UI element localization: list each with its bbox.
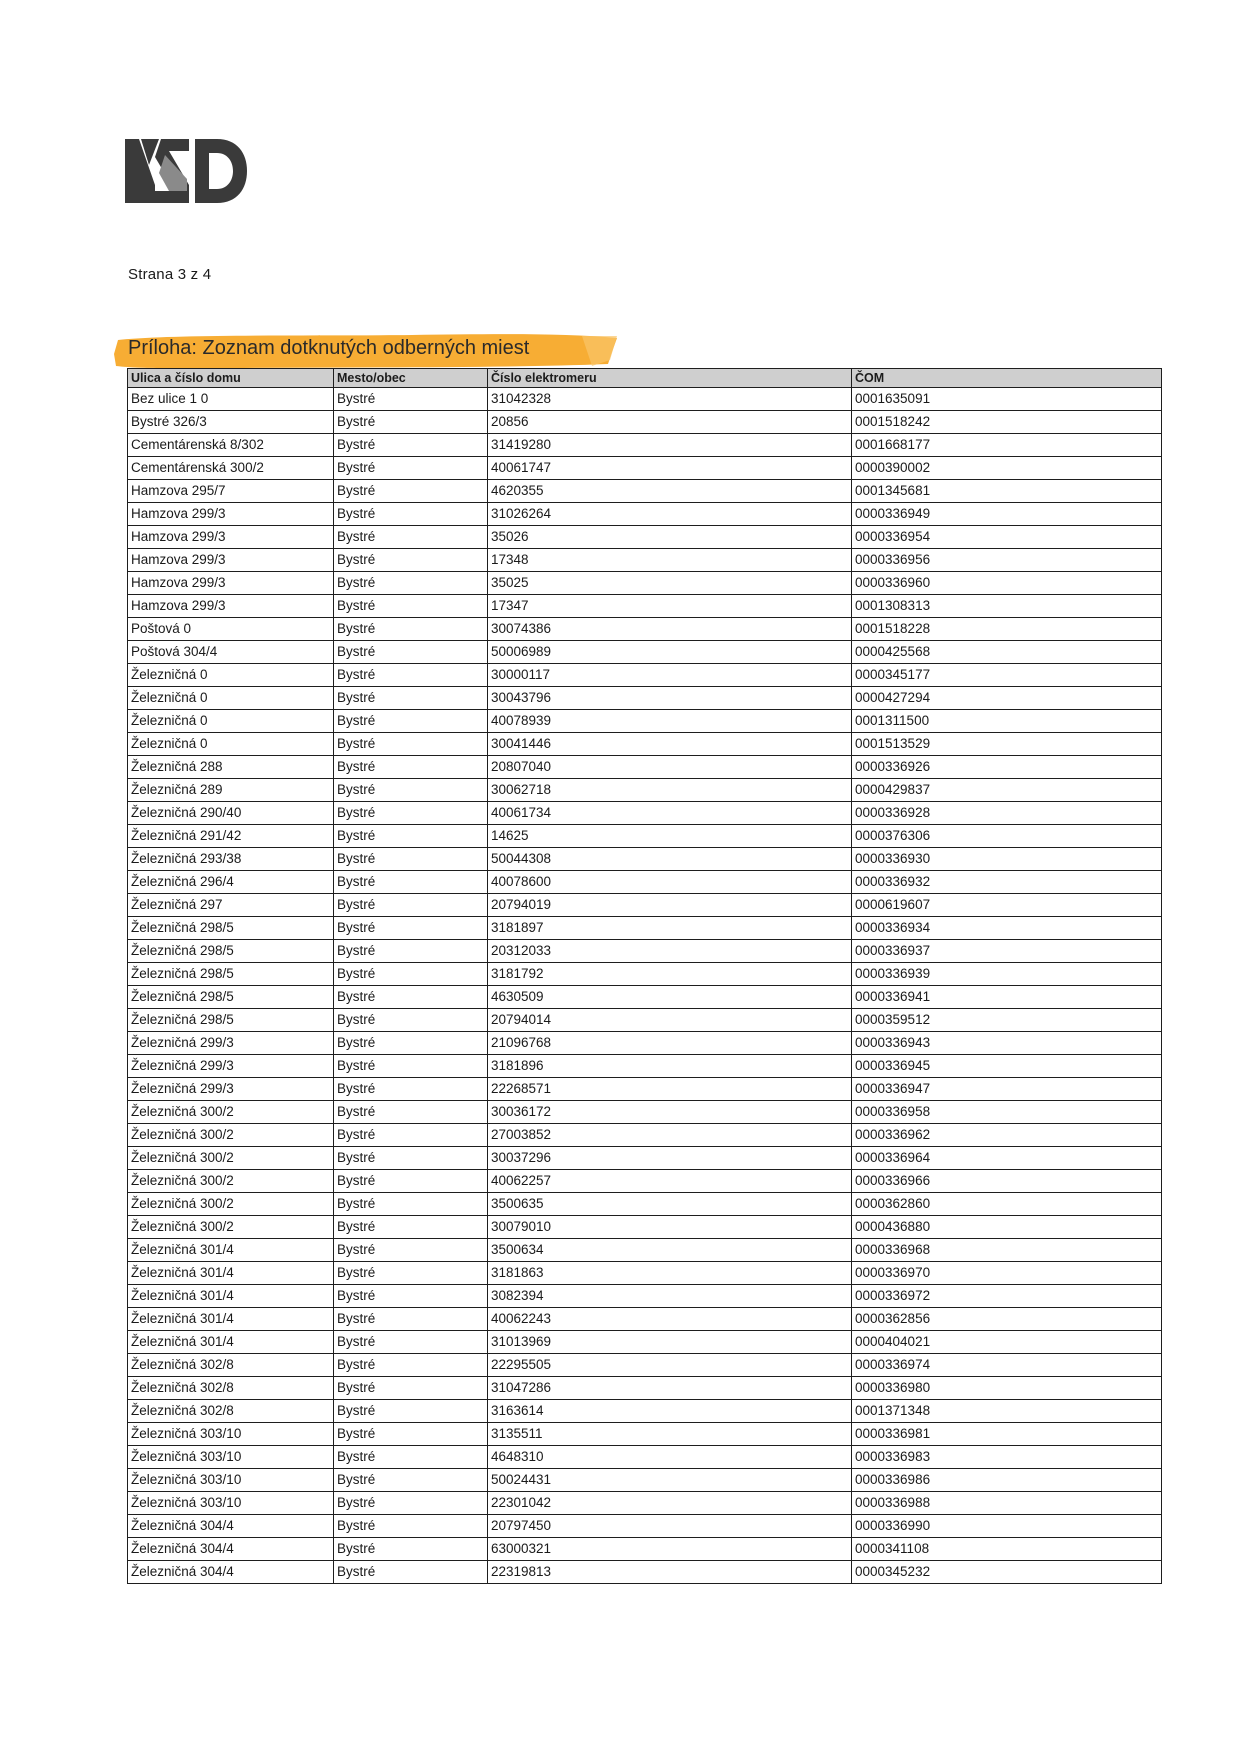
cell-street: Železničná 300/2 xyxy=(128,1124,334,1147)
column-header-meter-number: Číslo elektromeru xyxy=(488,369,852,388)
cell-com: 0000362860 xyxy=(852,1193,1162,1216)
cell-meter-number: 40061747 xyxy=(488,457,852,480)
table-row xyxy=(128,572,1162,595)
table-row xyxy=(128,618,1162,641)
cell-meter-number: 40061734 xyxy=(488,802,852,825)
cell-street: Železničná 302/8 xyxy=(128,1354,334,1377)
table-row xyxy=(128,1285,1162,1308)
cell-meter-number: 21096768 xyxy=(488,1032,852,1055)
cell-street: Železničná 298/5 xyxy=(128,940,334,963)
cell-city: Bystré xyxy=(334,480,488,503)
cell-com: 0000336937 xyxy=(852,940,1162,963)
table-header-row xyxy=(128,369,1162,388)
cell-com: 0000376306 xyxy=(852,825,1162,848)
cell-street: Železničná 288 xyxy=(128,756,334,779)
cell-city: Bystré xyxy=(334,664,488,687)
table-row xyxy=(128,595,1162,618)
cell-city: Bystré xyxy=(334,503,488,526)
cell-city: Bystré xyxy=(334,1400,488,1423)
cell-meter-number: 40078939 xyxy=(488,710,852,733)
cell-com: 0000436880 xyxy=(852,1216,1162,1239)
cell-com: 0000336945 xyxy=(852,1055,1162,1078)
cell-city: Bystré xyxy=(334,1055,488,1078)
cell-com: 0000336930 xyxy=(852,848,1162,871)
table-row xyxy=(128,1193,1162,1216)
table-row xyxy=(128,457,1162,480)
cell-com: 0001518242 xyxy=(852,411,1162,434)
cell-com: 0000336928 xyxy=(852,802,1162,825)
cell-com: 0000345177 xyxy=(852,664,1162,687)
cell-com: 0001518228 xyxy=(852,618,1162,641)
cell-com: 0000336964 xyxy=(852,1147,1162,1170)
cell-city: Bystré xyxy=(334,1285,488,1308)
cell-meter-number: 20794019 xyxy=(488,894,852,917)
cell-com: 0000404021 xyxy=(852,1331,1162,1354)
table-row xyxy=(128,1538,1162,1561)
cell-city: Bystré xyxy=(334,1331,488,1354)
table-row xyxy=(128,1354,1162,1377)
cell-street: Železničná 301/4 xyxy=(128,1239,334,1262)
cell-city: Bystré xyxy=(334,687,488,710)
cell-street: Bez ulice 1 0 xyxy=(128,388,334,411)
table-row xyxy=(128,1423,1162,1446)
cell-city: Bystré xyxy=(334,733,488,756)
cell-com: 0000336949 xyxy=(852,503,1162,526)
cell-meter-number: 31047286 xyxy=(488,1377,852,1400)
cell-street: Železničná 297 xyxy=(128,894,334,917)
delivery-points-table xyxy=(127,368,1162,1584)
table-row xyxy=(128,1101,1162,1124)
cell-meter-number: 20312033 xyxy=(488,940,852,963)
cell-city: Bystré xyxy=(334,940,488,963)
cell-street: Železničná 304/4 xyxy=(128,1538,334,1561)
table-row xyxy=(128,1561,1162,1584)
cell-com: 0000336934 xyxy=(852,917,1162,940)
appendix-title-banner xyxy=(112,330,622,372)
cell-com: 0000336958 xyxy=(852,1101,1162,1124)
cell-city: Bystré xyxy=(334,1538,488,1561)
table-row xyxy=(128,894,1162,917)
cell-street: Bystré 326/3 xyxy=(128,411,334,434)
cell-com: 0000336970 xyxy=(852,1262,1162,1285)
cell-street: Železničná 303/10 xyxy=(128,1469,334,1492)
cell-com: 0000359512 xyxy=(852,1009,1162,1032)
cell-com: 0000390002 xyxy=(852,457,1162,480)
company-logo xyxy=(125,135,249,207)
cell-meter-number: 30062718 xyxy=(488,779,852,802)
cell-street: Železničná 0 xyxy=(128,664,334,687)
cell-com: 0000336966 xyxy=(852,1170,1162,1193)
table-row xyxy=(128,779,1162,802)
cell-street: Hamzova 299/3 xyxy=(128,595,334,618)
cell-meter-number: 31419280 xyxy=(488,434,852,457)
cell-city: Bystré xyxy=(334,1239,488,1262)
cell-city: Bystré xyxy=(334,1101,488,1124)
table-row xyxy=(128,687,1162,710)
cell-city: Bystré xyxy=(334,388,488,411)
cell-meter-number: 22268571 xyxy=(488,1078,852,1101)
table-row xyxy=(128,1124,1162,1147)
cell-city: Bystré xyxy=(334,1354,488,1377)
cell-meter-number: 3082394 xyxy=(488,1285,852,1308)
cell-meter-number: 40062257 xyxy=(488,1170,852,1193)
table-row xyxy=(128,940,1162,963)
cell-city: Bystré xyxy=(334,1262,488,1285)
cell-street: Železničná 0 xyxy=(128,687,334,710)
cell-meter-number: 20856 xyxy=(488,411,852,434)
cell-com: 0000336968 xyxy=(852,1239,1162,1262)
cell-street: Hamzova 299/3 xyxy=(128,526,334,549)
cell-street: Poštová 304/4 xyxy=(128,641,334,664)
cell-city: Bystré xyxy=(334,802,488,825)
table-row xyxy=(128,1170,1162,1193)
table-row xyxy=(128,1377,1162,1400)
cell-com: 0000336939 xyxy=(852,963,1162,986)
cell-street: Železničná 298/5 xyxy=(128,917,334,940)
cell-meter-number: 31042328 xyxy=(488,388,852,411)
table-row xyxy=(128,1009,1162,1032)
cell-street: Železničná 0 xyxy=(128,733,334,756)
table-row xyxy=(128,963,1162,986)
cell-city: Bystré xyxy=(334,1216,488,1239)
table-row xyxy=(128,1331,1162,1354)
cell-city: Bystré xyxy=(334,641,488,664)
cell-city: Bystré xyxy=(334,1032,488,1055)
table-row xyxy=(128,1515,1162,1538)
cell-city: Bystré xyxy=(334,825,488,848)
cell-com: 0000427294 xyxy=(852,687,1162,710)
cell-street: Železničná 304/4 xyxy=(128,1515,334,1538)
cell-street: Železničná 290/40 xyxy=(128,802,334,825)
cell-city: Bystré xyxy=(334,756,488,779)
cell-com: 0001635091 xyxy=(852,388,1162,411)
cell-meter-number: 50024431 xyxy=(488,1469,852,1492)
cell-meter-number: 31013969 xyxy=(488,1331,852,1354)
cell-street: Železničná 296/4 xyxy=(128,871,334,894)
cell-meter-number: 35026 xyxy=(488,526,852,549)
cell-meter-number: 4630509 xyxy=(488,986,852,1009)
table-row xyxy=(128,1078,1162,1101)
cell-city: Bystré xyxy=(334,1561,488,1584)
cell-com: 0000336954 xyxy=(852,526,1162,549)
cell-city: Bystré xyxy=(334,1124,488,1147)
table-row xyxy=(128,871,1162,894)
cell-city: Bystré xyxy=(334,572,488,595)
table-row xyxy=(128,641,1162,664)
cell-meter-number: 3500635 xyxy=(488,1193,852,1216)
cell-street: Železničná 300/2 xyxy=(128,1193,334,1216)
cell-city: Bystré xyxy=(334,917,488,940)
cell-city: Bystré xyxy=(334,411,488,434)
cell-street: Hamzova 295/7 xyxy=(128,480,334,503)
cell-com: 0000429837 xyxy=(852,779,1162,802)
table-row xyxy=(128,664,1162,687)
cell-street: Železničná 299/3 xyxy=(128,1055,334,1078)
cell-street: Železničná 301/4 xyxy=(128,1331,334,1354)
cell-com: 0000336986 xyxy=(852,1469,1162,1492)
table-row xyxy=(128,802,1162,825)
cell-street: Železničná 298/5 xyxy=(128,986,334,1009)
cell-meter-number: 63000321 xyxy=(488,1538,852,1561)
cell-com: 0000336983 xyxy=(852,1446,1162,1469)
cell-city: Bystré xyxy=(334,1193,488,1216)
cell-com: 0001371348 xyxy=(852,1400,1162,1423)
table-row xyxy=(128,434,1162,457)
cell-street: Železničná 299/3 xyxy=(128,1032,334,1055)
cell-com: 0001345681 xyxy=(852,480,1162,503)
cell-com: 0000336956 xyxy=(852,549,1162,572)
table-row xyxy=(128,1216,1162,1239)
cell-street: Železničná 298/5 xyxy=(128,963,334,986)
table-row xyxy=(128,917,1162,940)
cell-meter-number: 22295505 xyxy=(488,1354,852,1377)
cell-city: Bystré xyxy=(334,457,488,480)
cell-street: Hamzova 299/3 xyxy=(128,549,334,572)
table-row xyxy=(128,756,1162,779)
cell-meter-number: 50044308 xyxy=(488,848,852,871)
cell-meter-number: 4648310 xyxy=(488,1446,852,1469)
table-row xyxy=(128,503,1162,526)
cell-city: Bystré xyxy=(334,549,488,572)
column-header-street: Ulica a číslo domu xyxy=(128,369,334,388)
cell-street: Železničná 301/4 xyxy=(128,1308,334,1331)
cell-street: Hamzova 299/3 xyxy=(128,572,334,595)
cell-com: 0001308313 xyxy=(852,595,1162,618)
cell-street: Železničná 289 xyxy=(128,779,334,802)
table-row xyxy=(128,480,1162,503)
cell-com: 0000336962 xyxy=(852,1124,1162,1147)
cell-meter-number: 3181792 xyxy=(488,963,852,986)
cell-street: Železničná 302/8 xyxy=(128,1400,334,1423)
table-row xyxy=(128,1147,1162,1170)
cell-city: Bystré xyxy=(334,1147,488,1170)
cell-city: Bystré xyxy=(334,986,488,1009)
table-row xyxy=(128,1469,1162,1492)
cell-meter-number: 40078600 xyxy=(488,871,852,894)
cell-com: 0000336990 xyxy=(852,1515,1162,1538)
cell-city: Bystré xyxy=(334,1377,488,1400)
column-header-city: Mesto/obec xyxy=(334,369,488,388)
column-header-com: ČOM xyxy=(852,369,1162,388)
cell-street: Železničná 302/8 xyxy=(128,1377,334,1400)
cell-meter-number: 30000117 xyxy=(488,664,852,687)
cell-city: Bystré xyxy=(334,1423,488,1446)
cell-com: 0000336941 xyxy=(852,986,1162,1009)
cell-meter-number: 30043796 xyxy=(488,687,852,710)
cell-meter-number: 3135511 xyxy=(488,1423,852,1446)
cell-city: Bystré xyxy=(334,1308,488,1331)
table-row xyxy=(128,1446,1162,1469)
cell-meter-number: 14625 xyxy=(488,825,852,848)
cell-city: Bystré xyxy=(334,595,488,618)
cell-meter-number: 31026264 xyxy=(488,503,852,526)
cell-street: Železničná 300/2 xyxy=(128,1101,334,1124)
cell-meter-number: 30079010 xyxy=(488,1216,852,1239)
cell-meter-number: 3163614 xyxy=(488,1400,852,1423)
cell-com: 0000336981 xyxy=(852,1423,1162,1446)
table-row xyxy=(128,388,1162,411)
cell-com: 0000336980 xyxy=(852,1377,1162,1400)
cell-com: 0000425568 xyxy=(852,641,1162,664)
cell-street: Železničná 293/38 xyxy=(128,848,334,871)
cell-meter-number: 20807040 xyxy=(488,756,852,779)
table-row xyxy=(128,733,1162,756)
cell-com: 0001311500 xyxy=(852,710,1162,733)
cell-city: Bystré xyxy=(334,848,488,871)
cell-meter-number: 40062243 xyxy=(488,1308,852,1331)
cell-com: 0000336926 xyxy=(852,756,1162,779)
cell-street: Železničná 304/4 xyxy=(128,1561,334,1584)
cell-street: Cementárenská 8/302 xyxy=(128,434,334,457)
table-row xyxy=(128,1308,1162,1331)
cell-com: 0000619607 xyxy=(852,894,1162,917)
cell-city: Bystré xyxy=(334,434,488,457)
page-number: Strana 3 z 4 xyxy=(128,266,212,283)
cell-meter-number: 22319813 xyxy=(488,1561,852,1584)
cell-street: Železničná 303/10 xyxy=(128,1446,334,1469)
cell-city: Bystré xyxy=(334,710,488,733)
cell-city: Bystré xyxy=(334,1469,488,1492)
cell-meter-number: 20797450 xyxy=(488,1515,852,1538)
cell-meter-number: 50006989 xyxy=(488,641,852,664)
cell-com: 0001513529 xyxy=(852,733,1162,756)
cell-meter-number: 22301042 xyxy=(488,1492,852,1515)
table-row xyxy=(128,710,1162,733)
table-row xyxy=(128,848,1162,871)
cell-street: Železničná 299/3 xyxy=(128,1078,334,1101)
table-row xyxy=(128,411,1162,434)
cell-com: 0000336972 xyxy=(852,1285,1162,1308)
cell-city: Bystré xyxy=(334,894,488,917)
table-row xyxy=(128,526,1162,549)
cell-street: Železničná 303/10 xyxy=(128,1492,334,1515)
cell-meter-number: 3500634 xyxy=(488,1239,852,1262)
cell-street: Železničná 300/2 xyxy=(128,1170,334,1193)
cell-meter-number: 17347 xyxy=(488,595,852,618)
table-row xyxy=(128,986,1162,1009)
cell-meter-number: 30036172 xyxy=(488,1101,852,1124)
cell-meter-number: 4620355 xyxy=(488,480,852,503)
cell-meter-number: 30037296 xyxy=(488,1147,852,1170)
appendix-title: Príloha: Zoznam dotknutých odberných miest xyxy=(128,337,530,359)
cell-street: Železničná 300/2 xyxy=(128,1147,334,1170)
cell-city: Bystré xyxy=(334,963,488,986)
cell-meter-number: 3181863 xyxy=(488,1262,852,1285)
table-row xyxy=(128,1400,1162,1423)
cell-city: Bystré xyxy=(334,1170,488,1193)
table-row xyxy=(128,1055,1162,1078)
cell-meter-number: 30041446 xyxy=(488,733,852,756)
table-row xyxy=(128,1032,1162,1055)
cell-street: Železničná 300/2 xyxy=(128,1216,334,1239)
table-row xyxy=(128,825,1162,848)
cell-street: Železničná 301/4 xyxy=(128,1262,334,1285)
cell-city: Bystré xyxy=(334,1515,488,1538)
cell-com: 0000336960 xyxy=(852,572,1162,595)
cell-street: Železničná 303/10 xyxy=(128,1423,334,1446)
cell-meter-number: 3181896 xyxy=(488,1055,852,1078)
cell-city: Bystré xyxy=(334,1009,488,1032)
cell-com: 0000336932 xyxy=(852,871,1162,894)
table-row xyxy=(128,1492,1162,1515)
cell-com: 0000336943 xyxy=(852,1032,1162,1055)
cell-com: 0000341108 xyxy=(852,1538,1162,1561)
cell-city: Bystré xyxy=(334,618,488,641)
cell-street: Železničná 301/4 xyxy=(128,1285,334,1308)
cell-city: Bystré xyxy=(334,1492,488,1515)
cell-com: 0000336947 xyxy=(852,1078,1162,1101)
cell-meter-number: 20794014 xyxy=(488,1009,852,1032)
cell-street: Hamzova 299/3 xyxy=(128,503,334,526)
cell-meter-number: 27003852 xyxy=(488,1124,852,1147)
cell-city: Bystré xyxy=(334,1078,488,1101)
cell-meter-number: 17348 xyxy=(488,549,852,572)
cell-street: Železničná 298/5 xyxy=(128,1009,334,1032)
cell-street: Cementárenská 300/2 xyxy=(128,457,334,480)
cell-com: 0000345232 xyxy=(852,1561,1162,1584)
cell-city: Bystré xyxy=(334,526,488,549)
cell-com: 0000336974 xyxy=(852,1354,1162,1377)
cell-city: Bystré xyxy=(334,779,488,802)
cell-city: Bystré xyxy=(334,871,488,894)
cell-com: 0000362856 xyxy=(852,1308,1162,1331)
cell-com: 0000336988 xyxy=(852,1492,1162,1515)
cell-city: Bystré xyxy=(334,1446,488,1469)
cell-street: Železničná 291/42 xyxy=(128,825,334,848)
cell-meter-number: 30074386 xyxy=(488,618,852,641)
table-row xyxy=(128,1239,1162,1262)
cell-street: Poštová 0 xyxy=(128,618,334,641)
table-row xyxy=(128,549,1162,572)
cell-com: 0001668177 xyxy=(852,434,1162,457)
table-row xyxy=(128,1262,1162,1285)
cell-meter-number: 3181897 xyxy=(488,917,852,940)
cell-meter-number: 35025 xyxy=(488,572,852,595)
cell-street: Železničná 0 xyxy=(128,710,334,733)
